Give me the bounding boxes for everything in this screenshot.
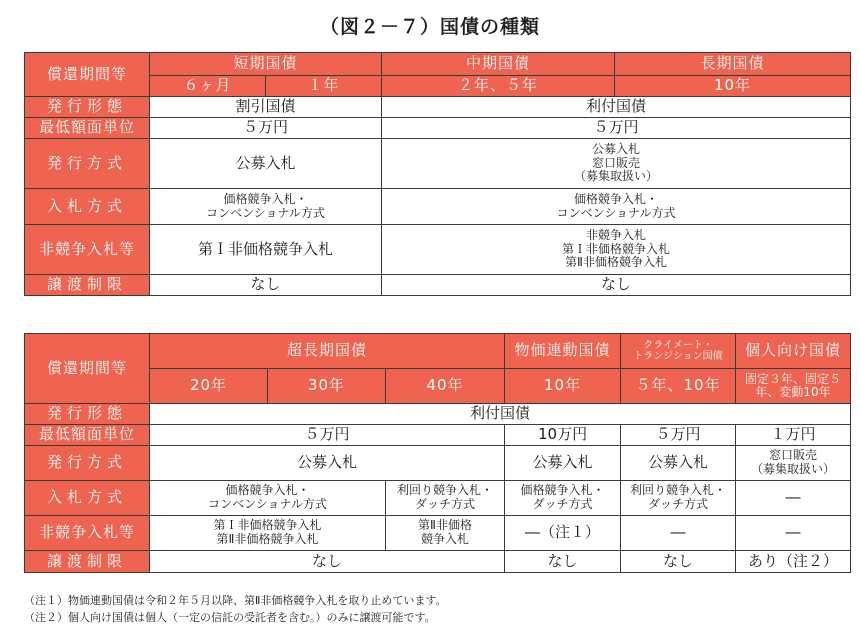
bidding-method-retail: ― <box>736 481 851 516</box>
issue-form-short: 割引国債 <box>150 97 382 118</box>
min-unit-short: ５万円 <box>150 118 382 139</box>
header-inflation-indexed: 物価連動国債 <box>505 334 621 369</box>
issue-method-other: 公募入札 窓口販売 （募集取扱い） <box>382 139 851 189</box>
term-20y: 20年 <box>150 369 268 404</box>
row-header-transfer: 譲渡制限 <box>25 551 150 573</box>
transfer-short: なし <box>150 275 382 296</box>
non-competitive-retail: ― <box>736 516 851 551</box>
footnote-2: （注２）個人向け国債は個人（一定の信託の受託者を含む。）のみに譲渡可能です。 <box>24 611 436 624</box>
header-super-long: 超長期国債 <box>150 334 505 369</box>
page-title: （図２－７）国債の種類 <box>319 16 540 38</box>
header-short-term: 短期国債 <box>150 53 382 76</box>
transfer-climate: なし <box>621 551 736 573</box>
row-header-term: 償還期間等 <box>25 334 150 404</box>
min-unit-retail: １万円 <box>736 425 851 446</box>
non-competitive-20-30y: 第Ｉ非価格競争入札 第Ⅱ非価格競争入札 <box>150 516 386 551</box>
bidding-method-20-30y: 価格競争入札・ コンベンショナル方式 <box>150 481 386 516</box>
bidding-method-inflation: 価格競争入札・ ダッチ方式 <box>505 481 621 516</box>
bond-table-1 <box>24 52 851 296</box>
issue-form-all: 利付国債 <box>150 404 851 425</box>
term-short-1y: １年 <box>266 76 382 97</box>
bidding-method-short: 価格競争入札・ コンベンショナル方式 <box>150 189 382 225</box>
term-short-6m: ６ヶ月 <box>150 76 266 97</box>
footnotes <box>24 592 447 626</box>
min-unit-inflation: 10万円 <box>505 425 621 446</box>
row-header-non-competitive: 非競争入札等 <box>25 516 150 551</box>
term-medium: ２年、５年 <box>382 76 615 97</box>
transfer-retail: あり（注２） <box>736 551 851 573</box>
row-header-min-unit: 最低額面単位 <box>25 425 150 446</box>
issue-method-inflation: 公募入札 <box>505 446 621 481</box>
non-competitive-other: 非競争入札 第Ｉ非価格競争入札 第Ⅱ非価格競争入札 <box>382 225 851 275</box>
transfer-other: なし <box>382 275 851 296</box>
row-header-min-unit: 最低額面単位 <box>25 118 150 139</box>
term-retail: 固定３年、固定５年、変動10年 <box>736 369 851 404</box>
row-header-issue-method: 発行方式 <box>25 446 150 481</box>
term-30y: 30年 <box>268 369 386 404</box>
issue-method-retail: 窓口販売 （募集取扱い） <box>736 446 851 481</box>
footnote-1: （注１）物価連動国債は令和２年５月以降、第Ⅱ非価格競争入札を取り止めています。 <box>24 594 447 607</box>
header-retail: 個人向け国債 <box>736 334 851 369</box>
header-long-term: 長期国債 <box>615 53 851 76</box>
term-long: 10年 <box>615 76 851 97</box>
term-inflation: 10年 <box>505 369 621 404</box>
min-unit-other: ５万円 <box>382 118 851 139</box>
bidding-method-climate: 利回り競争入札・ ダッチ方式 <box>621 481 736 516</box>
row-header-issue-method: 発行方式 <box>25 139 150 189</box>
non-competitive-inflation: ―（注１） <box>505 516 621 551</box>
issue-method-short: 公募入札 <box>150 139 382 189</box>
row-header-term: 償還期間等 <box>25 53 150 97</box>
non-competitive-climate: ― <box>621 516 736 551</box>
term-40y: 40年 <box>386 369 505 404</box>
non-competitive-short: 第Ｉ非価格競争入札 <box>150 225 382 275</box>
row-header-transfer: 譲渡制限 <box>25 275 150 296</box>
issue-method-climate: 公募入札 <box>621 446 736 481</box>
row-header-bidding-method: 入札方式 <box>25 189 150 225</box>
issue-form-other: 利付国債 <box>382 97 851 118</box>
row-header-non-competitive: 非競争入札等 <box>25 225 150 275</box>
row-header-issue-form: 発行形態 <box>25 404 150 425</box>
transfer-inflation: なし <box>505 551 621 573</box>
bond-table-2 <box>24 333 851 573</box>
term-climate: ５年、10年 <box>621 369 736 404</box>
min-unit-climate: ５万円 <box>621 425 736 446</box>
header-climate-transition: クライメート・ トランジション国債 <box>621 334 736 369</box>
issue-method-super-long: 公募入札 <box>150 446 505 481</box>
min-unit-super-long: ５万円 <box>150 425 505 446</box>
transfer-super-long: なし <box>150 551 505 573</box>
bidding-method-other: 価格競争入札・ コンベンショナル方式 <box>382 189 851 225</box>
row-header-bidding-method: 入札方式 <box>25 481 150 516</box>
bidding-method-40y: 利回り競争入札・ ダッチ方式 <box>386 481 505 516</box>
row-header-issue-form: 発行形態 <box>25 97 150 118</box>
non-competitive-40y: 第Ⅱ非価格 競争入札 <box>386 516 505 551</box>
header-medium-term: 中期国債 <box>382 53 615 76</box>
